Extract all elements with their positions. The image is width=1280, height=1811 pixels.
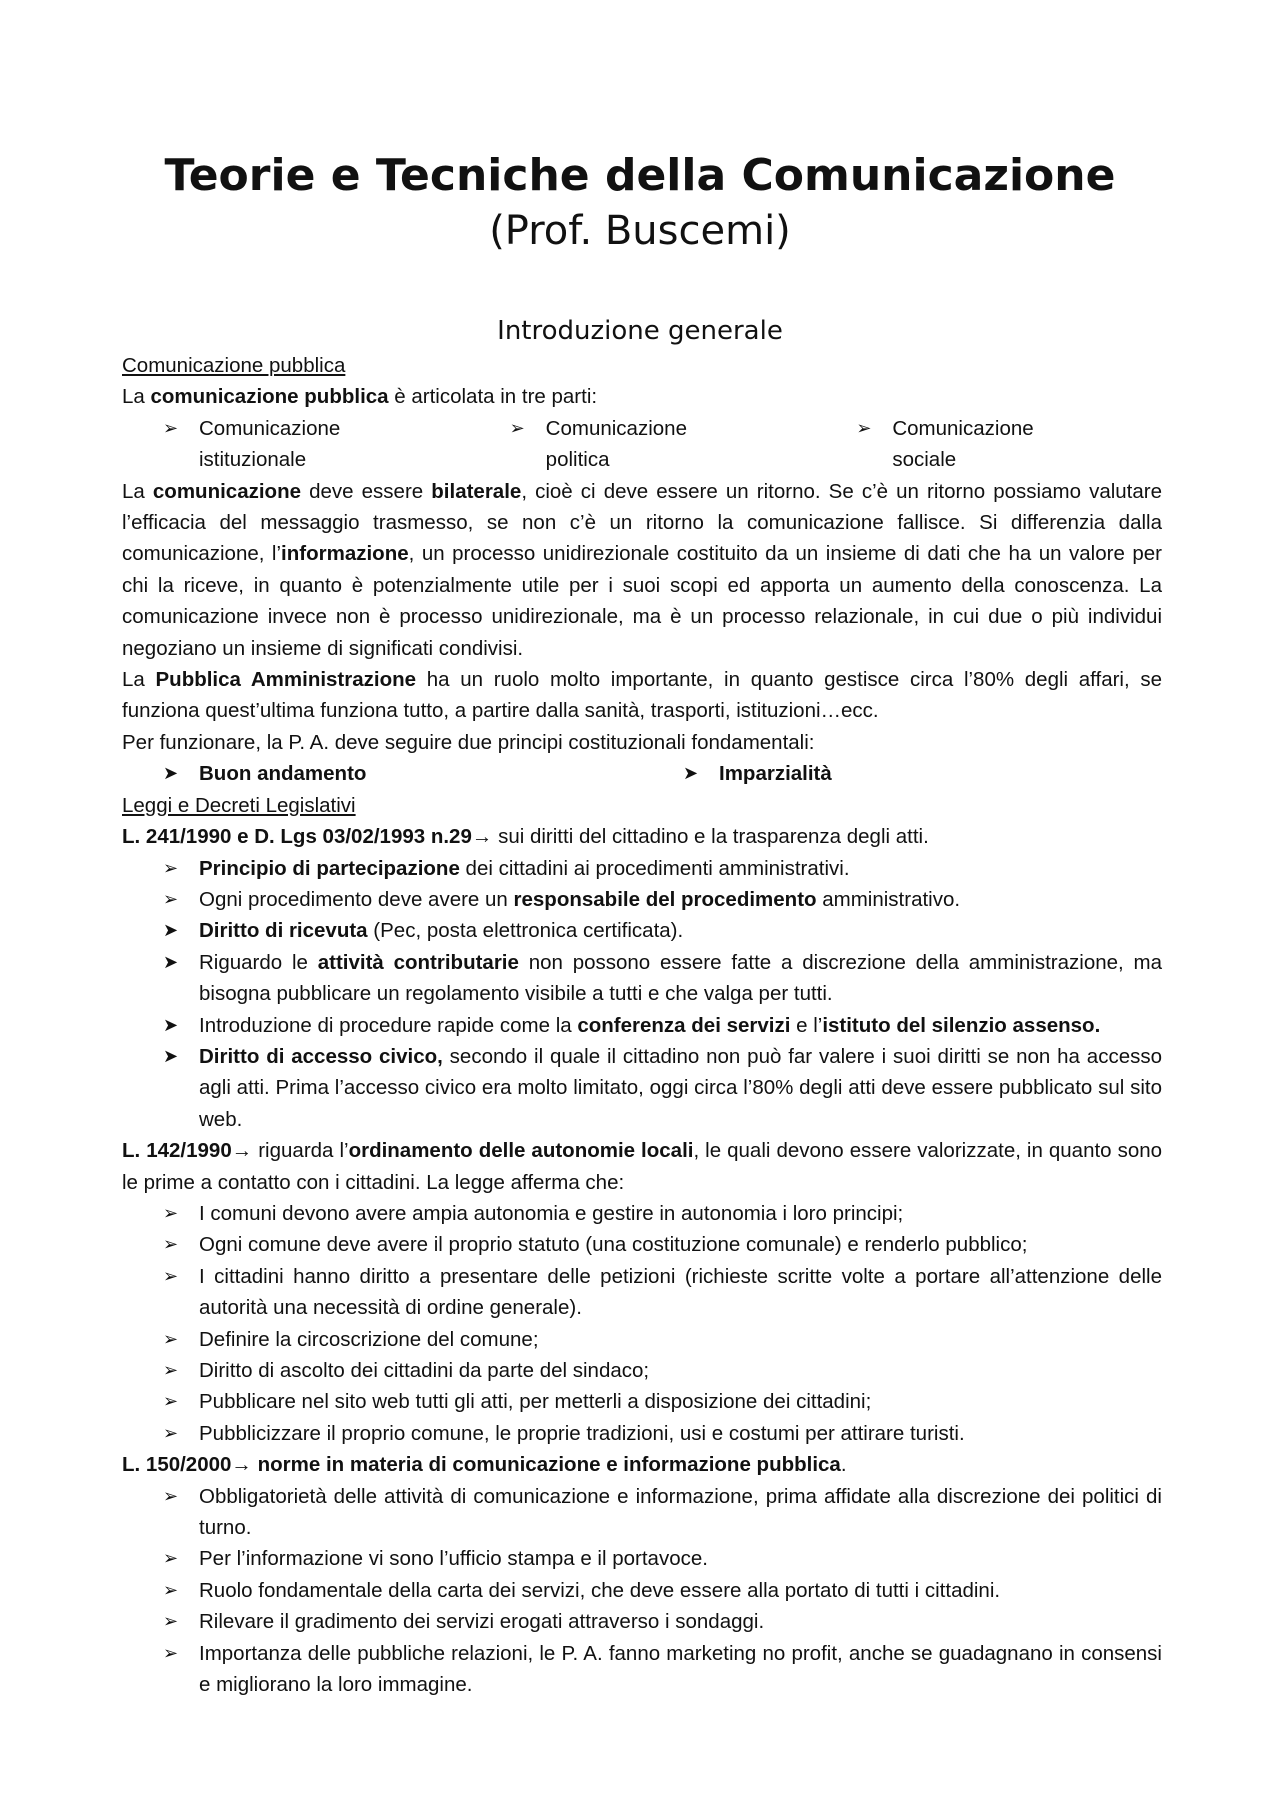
- arrow-bullet-icon: ➢: [163, 1422, 179, 1444]
- list-item: ➢ I cittadini hanno diritto a presentare delle petizioni (richieste scritte volte a portare all’attenzione delle autorità una necessità di ordine generale).: [122, 1261, 1162, 1324]
- law-142-heading: L. 142/1990→ riguarda l’ordinamento delle autonomie locali, le quali devono essere valorizzate, in quanto sono le prime a contatto con i cittadini. La legge afferma che:: [122, 1139, 1163, 1194]
- principles-list: [122, 758, 1162, 789]
- list-item: ➤ Diritto di accesso civico, secondo il quale il cittadino non può far valere i suoi diritti se non ha accesso agli atti. Prima l’accesso civico era molto limitato, oggi circa l’80% degli atti deve essere pubblicato sul sito web.: [122, 1041, 1162, 1135]
- list-item: ➢ Rilevare il gradimento dei servizi erogati attraverso i sondaggi.: [122, 1606, 1162, 1637]
- heading-comunicazione-pubblica: Comunicazione pubblica: [122, 354, 346, 377]
- arrow-bullet-icon: ➢: [163, 417, 179, 439]
- right-arrow-icon: →: [231, 1139, 253, 1163]
- arrow-bullet-icon: ➢: [163, 857, 179, 879]
- arrow-bullet-icon: ➢: [163, 1265, 179, 1287]
- heading-leggi: Leggi e Decreti Legislativi: [122, 793, 356, 817]
- paragraph-principi: Per funzionare, la P. A. deve seguire due principi costituzionali fondamentali:: [122, 730, 815, 754]
- list-item: ➤ Riguardo le attività contributarie non possono essere fatte a discrezione della amministrazione, ma bisogna pubblicare un regolamento visibile a tutti e che valga per tutti.: [122, 947, 1162, 1010]
- right-arrow-icon: →: [471, 825, 493, 849]
- arrow-bullet-icon: ➢: [163, 1642, 179, 1664]
- list-item: ➢ Importanza delle pubbliche relazioni, le P. A. fanno marketing no profit, anche se guadagnano in consensi e migliorano la loro immagine.: [122, 1638, 1162, 1701]
- communication-parts-list: [122, 413, 1162, 476]
- arrow-bullet-icon: ➤: [163, 951, 179, 973]
- arrow-bullet-icon: ➢: [163, 1202, 179, 1224]
- arrow-bullet-icon: ➢: [163, 1579, 179, 1601]
- document-body: [122, 350, 1162, 1700]
- arrow-bullet-icon: ➢: [163, 888, 179, 910]
- list-item: ➤ Buon andamento: [122, 758, 642, 789]
- arrow-bullet-icon: ➢: [163, 1234, 179, 1256]
- list-item: ➤ Introduzione di procedure rapide come la conferenza dei servizi e l’istituto del silenzio assenso.: [122, 1010, 1162, 1041]
- right-arrow-icon: →: [231, 1453, 252, 1477]
- arrow-bullet-icon: ➢: [163, 1360, 179, 1381]
- arrow-bullet-icon: ➢: [163, 1328, 179, 1350]
- list-item: ➢ Ogni comune deve avere il proprio statuto (una costituzione comunale) e renderlo pubblico;: [122, 1229, 1162, 1260]
- law-150-heading: L. 150/2000→ norme in materia di comunicazione e informazione pubblica.: [122, 1453, 847, 1477]
- list-item: ➢ Comunicazione sociale: [815, 413, 1162, 476]
- arrow-bullet-icon: ➢: [856, 417, 872, 439]
- law-142-list: [122, 1198, 1162, 1449]
- document-subtitle: (Prof. Buscemi): [489, 208, 791, 254]
- document-title: Teorie e Tecniche della Comunicazione: [164, 150, 1116, 201]
- law-150-list: [122, 1481, 1162, 1701]
- list-item: ➢ Ogni procedimento deve avere un responsabile del procedimento amministrativo.: [122, 884, 1162, 915]
- arrow-bullet-icon: ➢: [163, 1611, 179, 1633]
- list-item: ➤ Imparzialità: [642, 758, 1162, 789]
- intro-paragraph: La comunicazione pubblica è articolata in tre parti:: [122, 385, 598, 409]
- law-241-list: [122, 853, 1162, 1136]
- arrow-bullet-icon: ➢: [163, 1485, 179, 1507]
- list-item: ➢ Obbligatorietà delle attività di comunicazione e informazione, prima affidate alla discrezione dei politici di turno.: [122, 1481, 1162, 1544]
- list-item: ➢ Comunicazione politica: [469, 413, 816, 476]
- paragraph-pubblica-amministrazione: La Pubblica Amministrazione ha un ruolo molto importante, in quanto gestisce circa l’80% degli affari, se funziona quest’ultima funziona tutto, a partire dalla sanità, trasporti, istituzioni…ecc.: [122, 668, 1163, 723]
- list-item: ➢ Diritto di ascolto dei cittadini da parte del sindaco;: [122, 1355, 1162, 1386]
- arrow-bullet-icon: ➤: [163, 1014, 179, 1036]
- arrow-bullet-icon: ➤: [163, 1045, 179, 1067]
- list-item: ➢ Pubblicare nel sito web tutti gli atti, per metterli a disposizione dei cittadini;: [122, 1386, 1162, 1417]
- list-item: ➢ Definire la circoscrizione del comune;: [122, 1324, 1162, 1355]
- arrow-bullet-icon: ➤: [683, 763, 699, 785]
- list-item: ➢ Comunicazione istituzionale: [122, 413, 469, 476]
- arrow-bullet-icon: ➢: [163, 1391, 179, 1413]
- list-item: ➢ Ruolo fondamentale della carta dei servizi, che deve essere alla portato di tutti i cittadini.: [122, 1575, 1162, 1606]
- list-item: ➢ Principio di partecipazione dei cittadini ai procedimenti amministrativi.: [122, 853, 1162, 884]
- arrow-bullet-icon: ➤: [163, 920, 179, 942]
- section-heading: Introduzione generale: [497, 316, 783, 346]
- list-item: ➢ Pubblicizzare il proprio comune, le proprie tradizioni, usi e costumi per attirare turisti.: [122, 1418, 1162, 1449]
- arrow-bullet-icon: ➢: [509, 417, 525, 439]
- list-item: ➢ Per l’informazione vi sono l’ufficio stampa e il portavoce.: [122, 1543, 1162, 1574]
- paragraph-comunicazione: La comunicazione deve essere bilaterale, cioè ci deve essere un ritorno. Se c’è un ritorno possiamo valutare l’efficacia del messaggio trasmesso, se non c’è un ritorno la comunicazione fallisce. Si differenzia dalla comunicazione, l’informazione, un processo unidirezionale costituito da un insieme di dati che ha un valore per chi la riceve, in quanto è potenzialmente utile per i suoi scopi ed apporta un aumento della conoscenza. La comunicazione invece non è processo unidirezionale, ma è un processo relazionale, in cui due o più individui negoziano un insieme di significati condivisi.: [122, 479, 1163, 660]
- law-241-heading: L. 241/1990 e D. Lgs 03/02/1993 n.29→ sui diritti del cittadino e la trasparenza degli atti.: [122, 825, 929, 849]
- list-item: ➤ Diritto di ricevuta (Pec, posta elettronica certificata).: [122, 915, 1162, 946]
- arrow-bullet-icon: ➤: [163, 763, 179, 785]
- list-item: ➢ I comuni devono avere ampia autonomia e gestire in autonomia i loro principi;: [122, 1198, 1162, 1229]
- arrow-bullet-icon: ➢: [163, 1548, 179, 1570]
